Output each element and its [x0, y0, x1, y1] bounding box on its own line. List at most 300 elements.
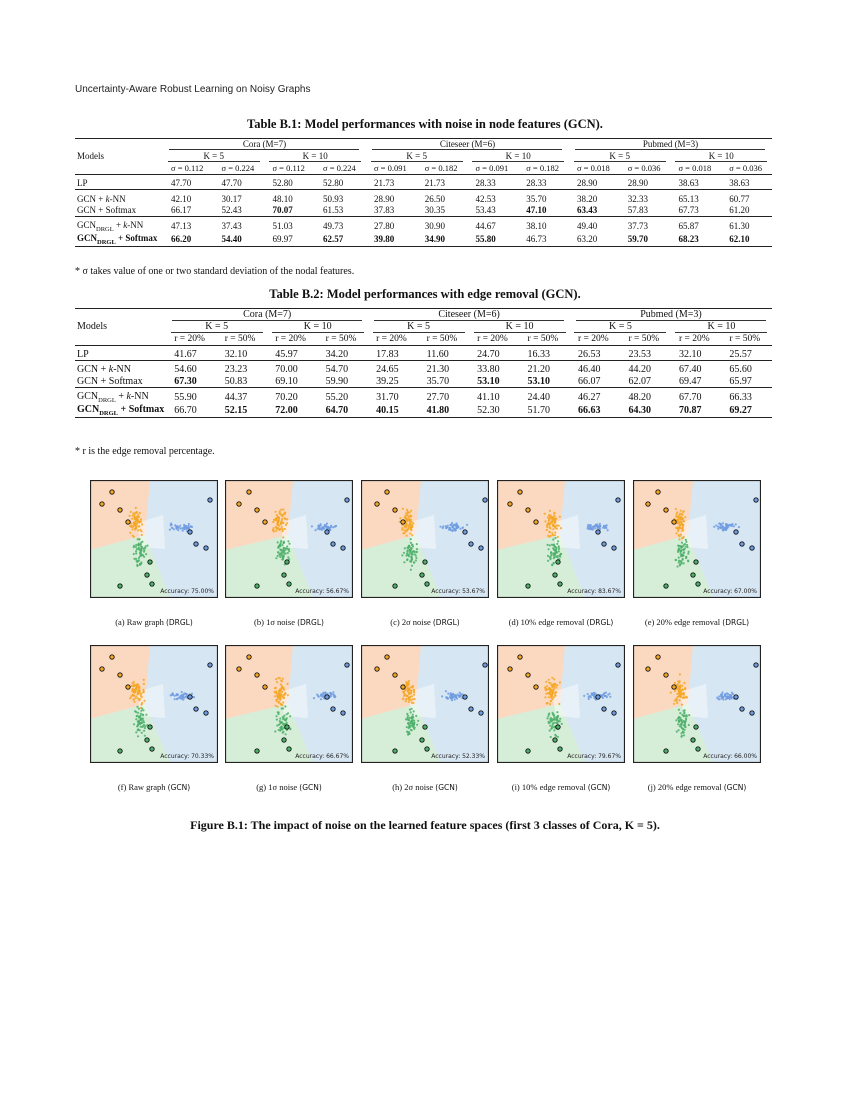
orange-point: [679, 514, 681, 516]
table-cell: 66.07: [578, 375, 601, 387]
table-cell: 54.60: [174, 364, 197, 376]
labeled-node: [208, 498, 212, 502]
blue-point: [725, 528, 727, 530]
orange-point: [546, 702, 548, 704]
sigma-header: σ = 0.036: [729, 162, 762, 173]
dataset-header: Pubmed (M=3): [569, 139, 772, 151]
green-point: [277, 551, 279, 553]
orange-point: [683, 682, 685, 684]
scatter-plot: [225, 645, 353, 763]
orange-point: [674, 690, 676, 692]
green-point: [557, 540, 559, 542]
green-point: [555, 549, 557, 551]
green-point: [406, 726, 408, 728]
orange-point: [275, 705, 277, 707]
blue-point: [599, 523, 601, 525]
green-point: [137, 544, 139, 546]
accuracy-label: Accuracy: 53.67%: [431, 588, 485, 595]
orange-point: [412, 702, 414, 704]
scatter-plot: [633, 645, 761, 763]
green-point: [289, 728, 291, 730]
green-point: [553, 716, 555, 718]
orange-point: [135, 685, 137, 687]
orange-point: [281, 518, 283, 520]
table-row: [75, 404, 772, 418]
orange-point: [549, 703, 551, 705]
table-row: [75, 233, 772, 246]
green-point: [137, 728, 139, 730]
orange-point: [552, 683, 554, 685]
green-point: [688, 551, 690, 553]
labeled-node: [646, 502, 650, 506]
blue-point: [722, 525, 724, 527]
scatter-plot: [361, 645, 489, 763]
models-header: Models: [75, 309, 166, 346]
subfigure-model: (GCN): [723, 783, 747, 792]
green-point: [549, 725, 551, 727]
orange-point: [129, 515, 131, 517]
orange-point: [675, 698, 677, 700]
blue-point: [169, 529, 171, 531]
orange-point: [280, 693, 282, 695]
blue-point: [446, 697, 448, 699]
table-cell: 70.00: [275, 364, 298, 376]
orange-point: [551, 521, 553, 523]
labeled-node: [553, 738, 557, 742]
green-point: [407, 551, 409, 553]
scatter-plot: [225, 480, 353, 598]
green-point: [410, 538, 412, 540]
blue-point: [190, 525, 192, 527]
k-header: K = 5: [168, 151, 260, 162]
labeled-node: [282, 573, 286, 577]
green-point: [413, 720, 415, 722]
labeled-node: [672, 685, 676, 689]
orange-point: [681, 513, 683, 515]
labeled-node: [664, 584, 668, 588]
table-cell: 30.35: [424, 205, 445, 216]
labeled-node: [145, 738, 149, 742]
blue-point: [722, 698, 724, 700]
table-cell: 47.13: [171, 221, 192, 232]
green-point: [276, 719, 278, 721]
table-cell: 38.63: [729, 178, 750, 189]
blue-point: [441, 695, 443, 697]
labeled-node: [208, 663, 212, 667]
labeled-node: [255, 673, 259, 677]
table1-k-row: [75, 151, 772, 163]
green-point: [140, 553, 142, 555]
subfigure-model: (GCN): [299, 783, 322, 792]
labeled-node: [526, 584, 530, 588]
green-point: [550, 554, 552, 556]
green-point: [401, 554, 403, 556]
orange-point: [276, 514, 278, 516]
green-point: [675, 559, 677, 561]
labeled-node: [518, 655, 522, 659]
orange-point: [136, 516, 138, 518]
blue-point: [718, 695, 720, 697]
green-point: [554, 551, 556, 553]
orange-point: [546, 529, 548, 531]
green-point: [416, 543, 418, 545]
green-point: [413, 722, 415, 724]
orange-point: [676, 532, 678, 534]
orange-point: [553, 696, 555, 698]
orange-point: [413, 690, 415, 692]
subfigure-text: Raw graph: [128, 782, 168, 792]
labeled-node: [263, 520, 267, 524]
green-point: [410, 542, 412, 544]
orange-point: [278, 702, 280, 704]
table1-sigma-row: [75, 162, 772, 174]
table-cell: 21.73: [424, 178, 445, 189]
orange-point: [552, 516, 554, 518]
green-point: [137, 724, 139, 726]
table-cell: 59.90: [325, 375, 349, 387]
subfigure-text: 1σ noise: [266, 617, 298, 627]
orange-point: [141, 702, 143, 704]
orange-point: [549, 531, 551, 533]
orange-point: [680, 521, 682, 523]
blue-point: [583, 695, 585, 697]
orange-point: [682, 689, 684, 691]
labeled-node: [375, 502, 379, 506]
sigma-header: σ = 0.112: [272, 162, 305, 173]
table-cell: 32.10: [678, 348, 702, 360]
blue-point: [174, 695, 176, 697]
labeled-node: [341, 711, 345, 715]
labeled-node: [596, 530, 600, 534]
orange-point: [276, 700, 278, 702]
green-point: [410, 717, 412, 719]
orange-point: [677, 696, 679, 698]
orange-point: [685, 696, 687, 698]
orange-point: [549, 526, 551, 528]
blue-point: [721, 691, 723, 693]
orange-point: [677, 683, 679, 685]
green-point: [143, 721, 145, 723]
orange-point: [674, 682, 676, 684]
subfigure-text: Raw graph: [126, 617, 166, 627]
green-point: [140, 713, 142, 715]
subfigure-label: (e): [644, 617, 657, 627]
blue-point: [320, 525, 322, 527]
green-point: [404, 547, 406, 549]
orange-point: [279, 677, 281, 679]
green-point: [679, 712, 681, 714]
green-point: [558, 546, 560, 548]
table-cell: 35.70: [526, 193, 547, 204]
green-point: [413, 562, 415, 564]
orange-point: [130, 695, 132, 697]
orange-point: [406, 695, 408, 697]
green-point: [282, 558, 284, 560]
accuracy-label: Accuracy: 66.00%: [703, 753, 757, 760]
blue-point: [727, 524, 729, 526]
labeled-node: [150, 582, 154, 586]
figure-caption: Figure B.1: The impact of noise on the learned feature spaces (first 3 classes of Cora, K = 5).: [190, 818, 660, 832]
table-cell: 11.60: [426, 348, 449, 360]
orange-point: [676, 511, 678, 513]
labeled-node: [393, 749, 397, 753]
orange-point: [143, 679, 145, 681]
blue-point: [600, 695, 602, 697]
orange-point: [399, 517, 401, 519]
blue-point: [591, 693, 593, 695]
blue-point: [738, 526, 740, 528]
orange-point: [549, 523, 551, 525]
table-cell: 37.43: [221, 221, 242, 232]
labeled-node: [345, 498, 349, 502]
green-point: [136, 565, 138, 567]
table-cell: 28.90: [627, 178, 648, 189]
orange-point: [138, 687, 140, 689]
orange-point: [555, 518, 557, 520]
orange-point: [681, 530, 683, 532]
green-point: [408, 719, 410, 721]
labeled-node: [558, 582, 562, 586]
orange-point: [282, 701, 284, 703]
green-point: [145, 553, 147, 555]
table-cell: 50.93: [323, 193, 344, 204]
subfigure-text: 1σ noise: [268, 782, 300, 792]
labeled-node: [463, 530, 467, 534]
blue-point: [171, 527, 173, 529]
green-point: [687, 560, 689, 562]
orange-point: [274, 695, 276, 697]
orange-point: [133, 698, 135, 700]
orange-point: [284, 517, 286, 519]
blue-point: [320, 695, 322, 697]
blue-point: [454, 698, 456, 700]
orange-point: [135, 507, 137, 509]
blue-point: [607, 694, 609, 696]
orange-point: [682, 511, 684, 513]
accuracy-label: Accuracy: 75.00%: [160, 588, 214, 595]
green-point: [684, 724, 686, 726]
table-cell: 66.63: [578, 405, 601, 416]
table-cell: 21.30: [426, 364, 450, 376]
green-point: [143, 549, 145, 551]
green-point: [553, 718, 555, 720]
green-point: [416, 551, 418, 553]
labeled-node: [556, 725, 560, 729]
orange-point: [285, 524, 287, 526]
subfigure-model: (DRGL): [586, 618, 614, 627]
blue-point: [175, 527, 177, 529]
table-row: [75, 388, 772, 405]
orange-point: [135, 697, 137, 699]
labeled-node: [602, 542, 606, 546]
table-cell: 55.90: [174, 392, 197, 403]
green-point: [411, 720, 413, 722]
green-point: [553, 722, 555, 724]
labeled-node: [255, 508, 259, 512]
labeled-node: [691, 573, 695, 577]
accuracy-label: Accuracy: 79.67%: [567, 753, 621, 760]
green-point: [682, 554, 684, 556]
labeled-node: [110, 490, 114, 494]
green-point: [280, 542, 282, 544]
orange-point: [558, 703, 560, 705]
green-point: [411, 544, 413, 546]
green-point: [553, 714, 555, 716]
table-cell: 50.83: [224, 375, 248, 387]
orange-point: [679, 684, 681, 686]
blue-point: [177, 529, 179, 531]
green-point: [144, 725, 146, 727]
blue-point: [728, 696, 730, 698]
k-header: K = 5: [574, 151, 666, 162]
green-point: [136, 561, 138, 563]
blue-point: [731, 697, 733, 699]
green-point: [284, 719, 286, 721]
subfigure-model: (GCN): [167, 783, 191, 792]
labeled-node: [423, 725, 427, 729]
blue-point: [447, 693, 449, 695]
table-cell: 57.83: [627, 205, 648, 216]
labeled-node: [325, 530, 329, 534]
dataset-header: Pubmed (M=3): [576, 309, 766, 321]
blue-point: [605, 692, 607, 694]
blue-point: [602, 697, 604, 699]
k-header: K = 10: [269, 151, 361, 162]
orange-point: [409, 515, 411, 517]
labeled-node: [656, 655, 660, 659]
green-point: [554, 546, 556, 548]
green-point: [677, 551, 679, 553]
orange-point: [129, 525, 131, 527]
green-point: [407, 554, 409, 556]
table-cell: 65.97: [729, 375, 752, 387]
r-header: r = 20%: [275, 333, 306, 344]
orange-point: [545, 693, 547, 695]
table-cell: 24.70: [477, 348, 500, 360]
green-point: [143, 556, 145, 558]
labeled-node: [518, 490, 522, 494]
orange-point: [559, 516, 561, 518]
blue-point: [329, 692, 331, 694]
subfigure-text: 10% edge removal: [521, 782, 588, 792]
labeled-node: [145, 573, 149, 577]
orange-point: [403, 532, 405, 534]
orange-point: [408, 697, 410, 699]
table-cell: 39.80: [373, 234, 395, 245]
green-point: [135, 718, 137, 720]
subfigure-text: 2σ noise: [404, 782, 436, 792]
model-name: LP: [77, 178, 88, 189]
subfigure-model: (DRGL): [432, 618, 460, 627]
green-point: [684, 726, 686, 728]
models-header: Models: [75, 139, 163, 175]
blue-point: [451, 695, 453, 697]
blue-point: [333, 695, 335, 697]
green-point: [140, 710, 142, 712]
orange-point: [552, 528, 554, 530]
labeled-node: [664, 508, 668, 512]
green-point: [408, 731, 410, 733]
table-cell: 67.70: [678, 392, 702, 403]
dataset-header: Cora (M=7): [163, 139, 366, 151]
labeled-node: [479, 546, 483, 550]
sigma-header: σ = 0.091: [373, 162, 407, 173]
green-point: [682, 731, 684, 733]
labeled-node: [393, 584, 397, 588]
green-point: [416, 724, 418, 726]
orange-point: [551, 698, 553, 700]
orange-point: [556, 684, 558, 686]
green-point: [141, 541, 143, 543]
blue-point: [179, 697, 181, 699]
k-header: K = 5: [371, 151, 463, 162]
orange-point: [139, 512, 141, 514]
green-point: [408, 545, 410, 547]
orange-point: [554, 531, 556, 533]
table-cell: 65.13: [678, 193, 699, 204]
table-cell: 45.97: [275, 348, 298, 360]
green-point: [141, 546, 143, 548]
table-cell: 67.40: [678, 364, 702, 376]
green-point: [141, 732, 143, 734]
green-point: [135, 711, 137, 713]
blue-point: [588, 696, 590, 698]
orange-point: [275, 530, 277, 532]
orange-point: [551, 532, 553, 534]
orange-point: [679, 518, 681, 520]
blue-point: [179, 525, 181, 527]
orange-point: [550, 700, 552, 702]
green-point: [678, 719, 680, 721]
green-point: [546, 717, 548, 719]
green-point: [138, 538, 140, 540]
table-cell: 38.10: [526, 221, 547, 232]
sigma-header: σ = 0.182: [526, 162, 559, 173]
green-point: [145, 545, 147, 547]
labeled-node: [100, 667, 104, 671]
green-point: [677, 723, 679, 725]
table-cell: 66.17: [171, 205, 192, 216]
table-cell: 32.10: [224, 348, 248, 360]
orange-point: [136, 517, 138, 519]
green-point: [555, 717, 557, 719]
orange-point: [280, 523, 282, 525]
green-point: [556, 543, 558, 545]
table-cell: 34.20: [325, 348, 349, 360]
green-point: [412, 724, 414, 726]
table-cell: 59.70: [627, 234, 648, 245]
labeled-node: [204, 546, 208, 550]
orange-point: [403, 525, 405, 527]
labeled-node: [646, 667, 650, 671]
orange-point: [280, 703, 282, 705]
green-point: [281, 726, 283, 728]
green-point: [557, 720, 559, 722]
subfigure-text: 10% edge removal: [520, 617, 587, 627]
green-point: [550, 736, 552, 738]
green-point: [280, 552, 282, 554]
blue-point: [459, 528, 461, 530]
green-point: [555, 722, 557, 724]
table-cell: 26.53: [578, 348, 601, 360]
orange-point: [553, 525, 555, 527]
green-point: [548, 713, 550, 715]
orange-point: [281, 696, 283, 698]
green-point: [682, 728, 684, 730]
labeled-node: [345, 663, 349, 667]
table-row: [75, 190, 772, 205]
table-cell: 41.80: [426, 405, 450, 416]
